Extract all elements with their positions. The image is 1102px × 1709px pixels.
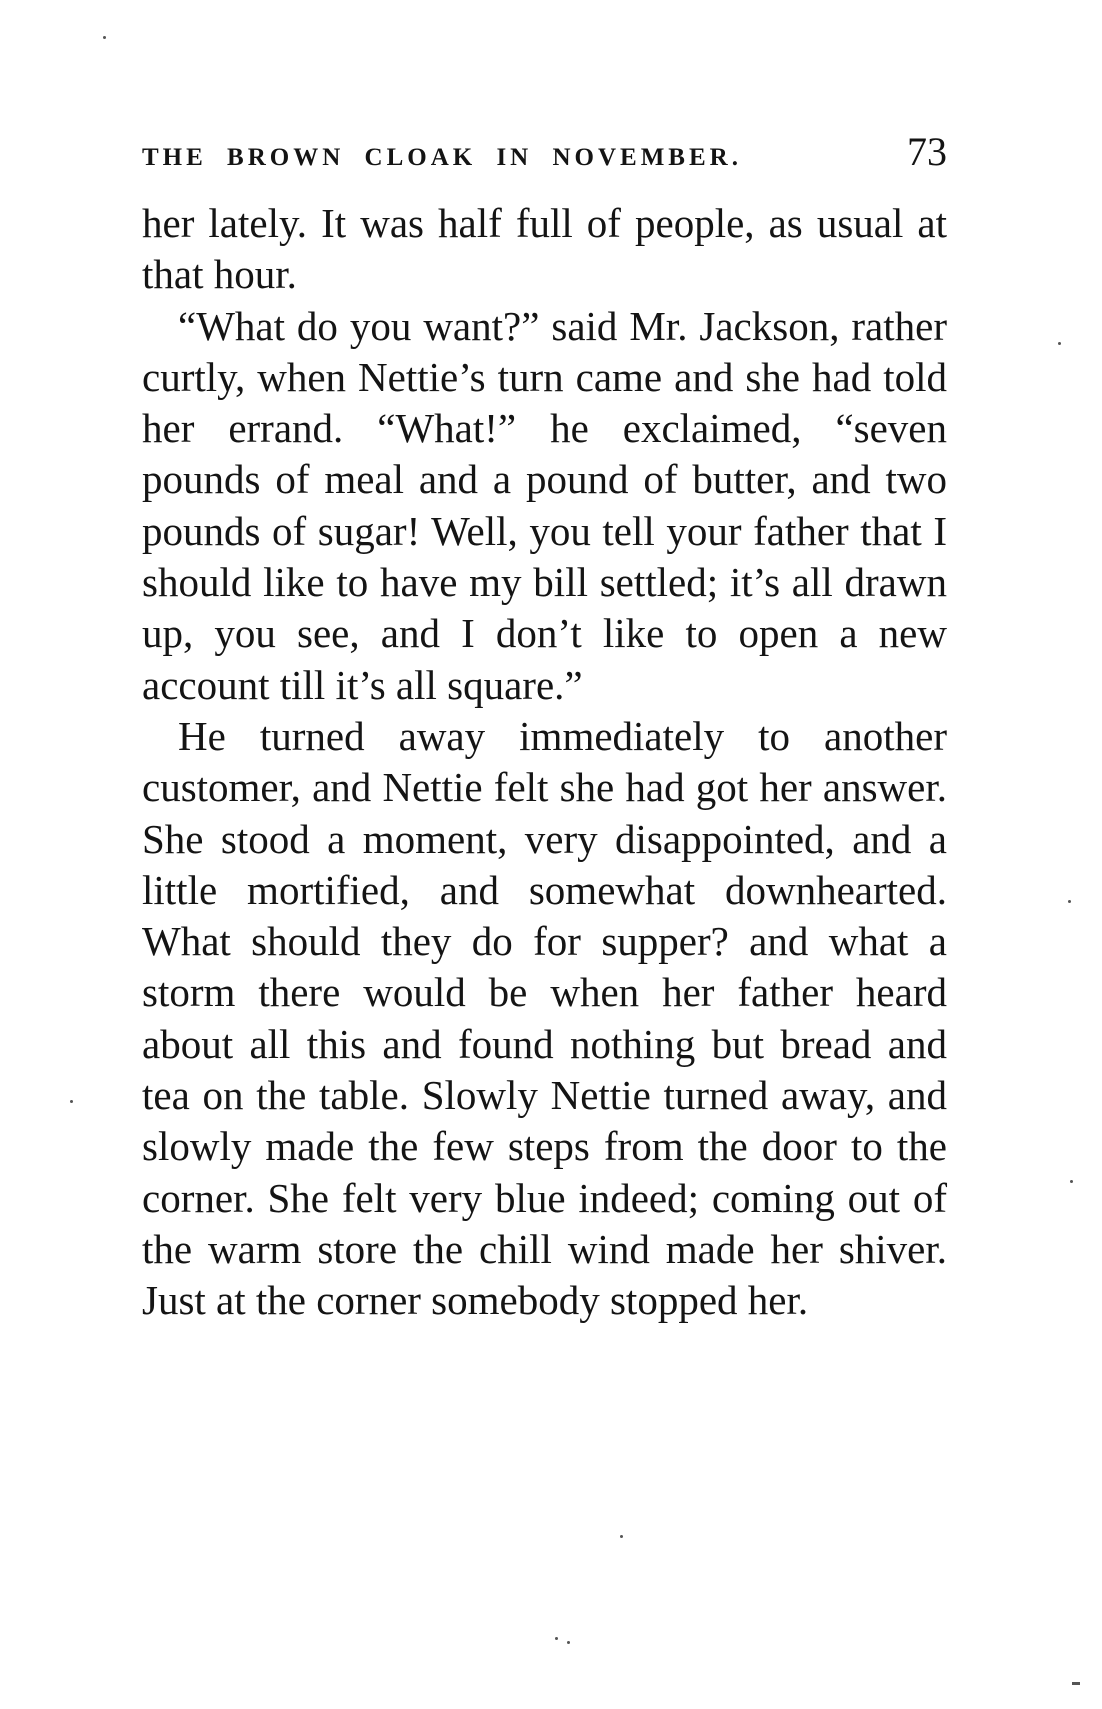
scan-speck bbox=[567, 1641, 570, 1644]
paragraph: He turned away immediately to another customer, and Nettie felt she had got her answer. She stood a moment, very disappointed, and a little mortified, and somewhat downhearted. What should they do for supper? and what a storm there would be when her father heard about all this and found nothing but bread and tea on the table. Slowly Nettie turned away, and slowly made the few steps from the door to the corner. She felt very blue indeed; coming out of the warm store the chill wind made her shiver. Just at the corner somebody stopped her. bbox=[142, 712, 947, 1324]
paragraph: her lately. It was half full of people, as usual at that hour. bbox=[142, 200, 947, 298]
page-header bbox=[142, 128, 947, 184]
body-text bbox=[142, 198, 947, 1327]
scan-speck bbox=[555, 1637, 558, 1640]
scan-speck bbox=[1070, 1180, 1073, 1183]
scan-speck bbox=[1072, 1682, 1080, 1685]
scan-speck bbox=[620, 1535, 623, 1538]
paragraph: “What do you want?” said Mr. Jackson, rather curtly, when Nettie’s turn came and she had told her errand. “What!” he exclaimed, “seven pounds of meal and a pound of butter, and two pounds of sugar! Well, you tell your father that I should like to have my bill settled; it’s all drawn up, you see, and I don’t like to open a new account till it’s all square.” bbox=[142, 302, 947, 708]
scan-speck bbox=[70, 1100, 73, 1103]
page-number: 73 bbox=[907, 129, 947, 174]
scan-speck bbox=[1058, 342, 1061, 345]
scan-speck bbox=[1068, 900, 1071, 903]
running-head: THE BROWN CLOAK IN NOVEMBER. bbox=[142, 144, 742, 171]
scan-speck bbox=[103, 36, 106, 39]
